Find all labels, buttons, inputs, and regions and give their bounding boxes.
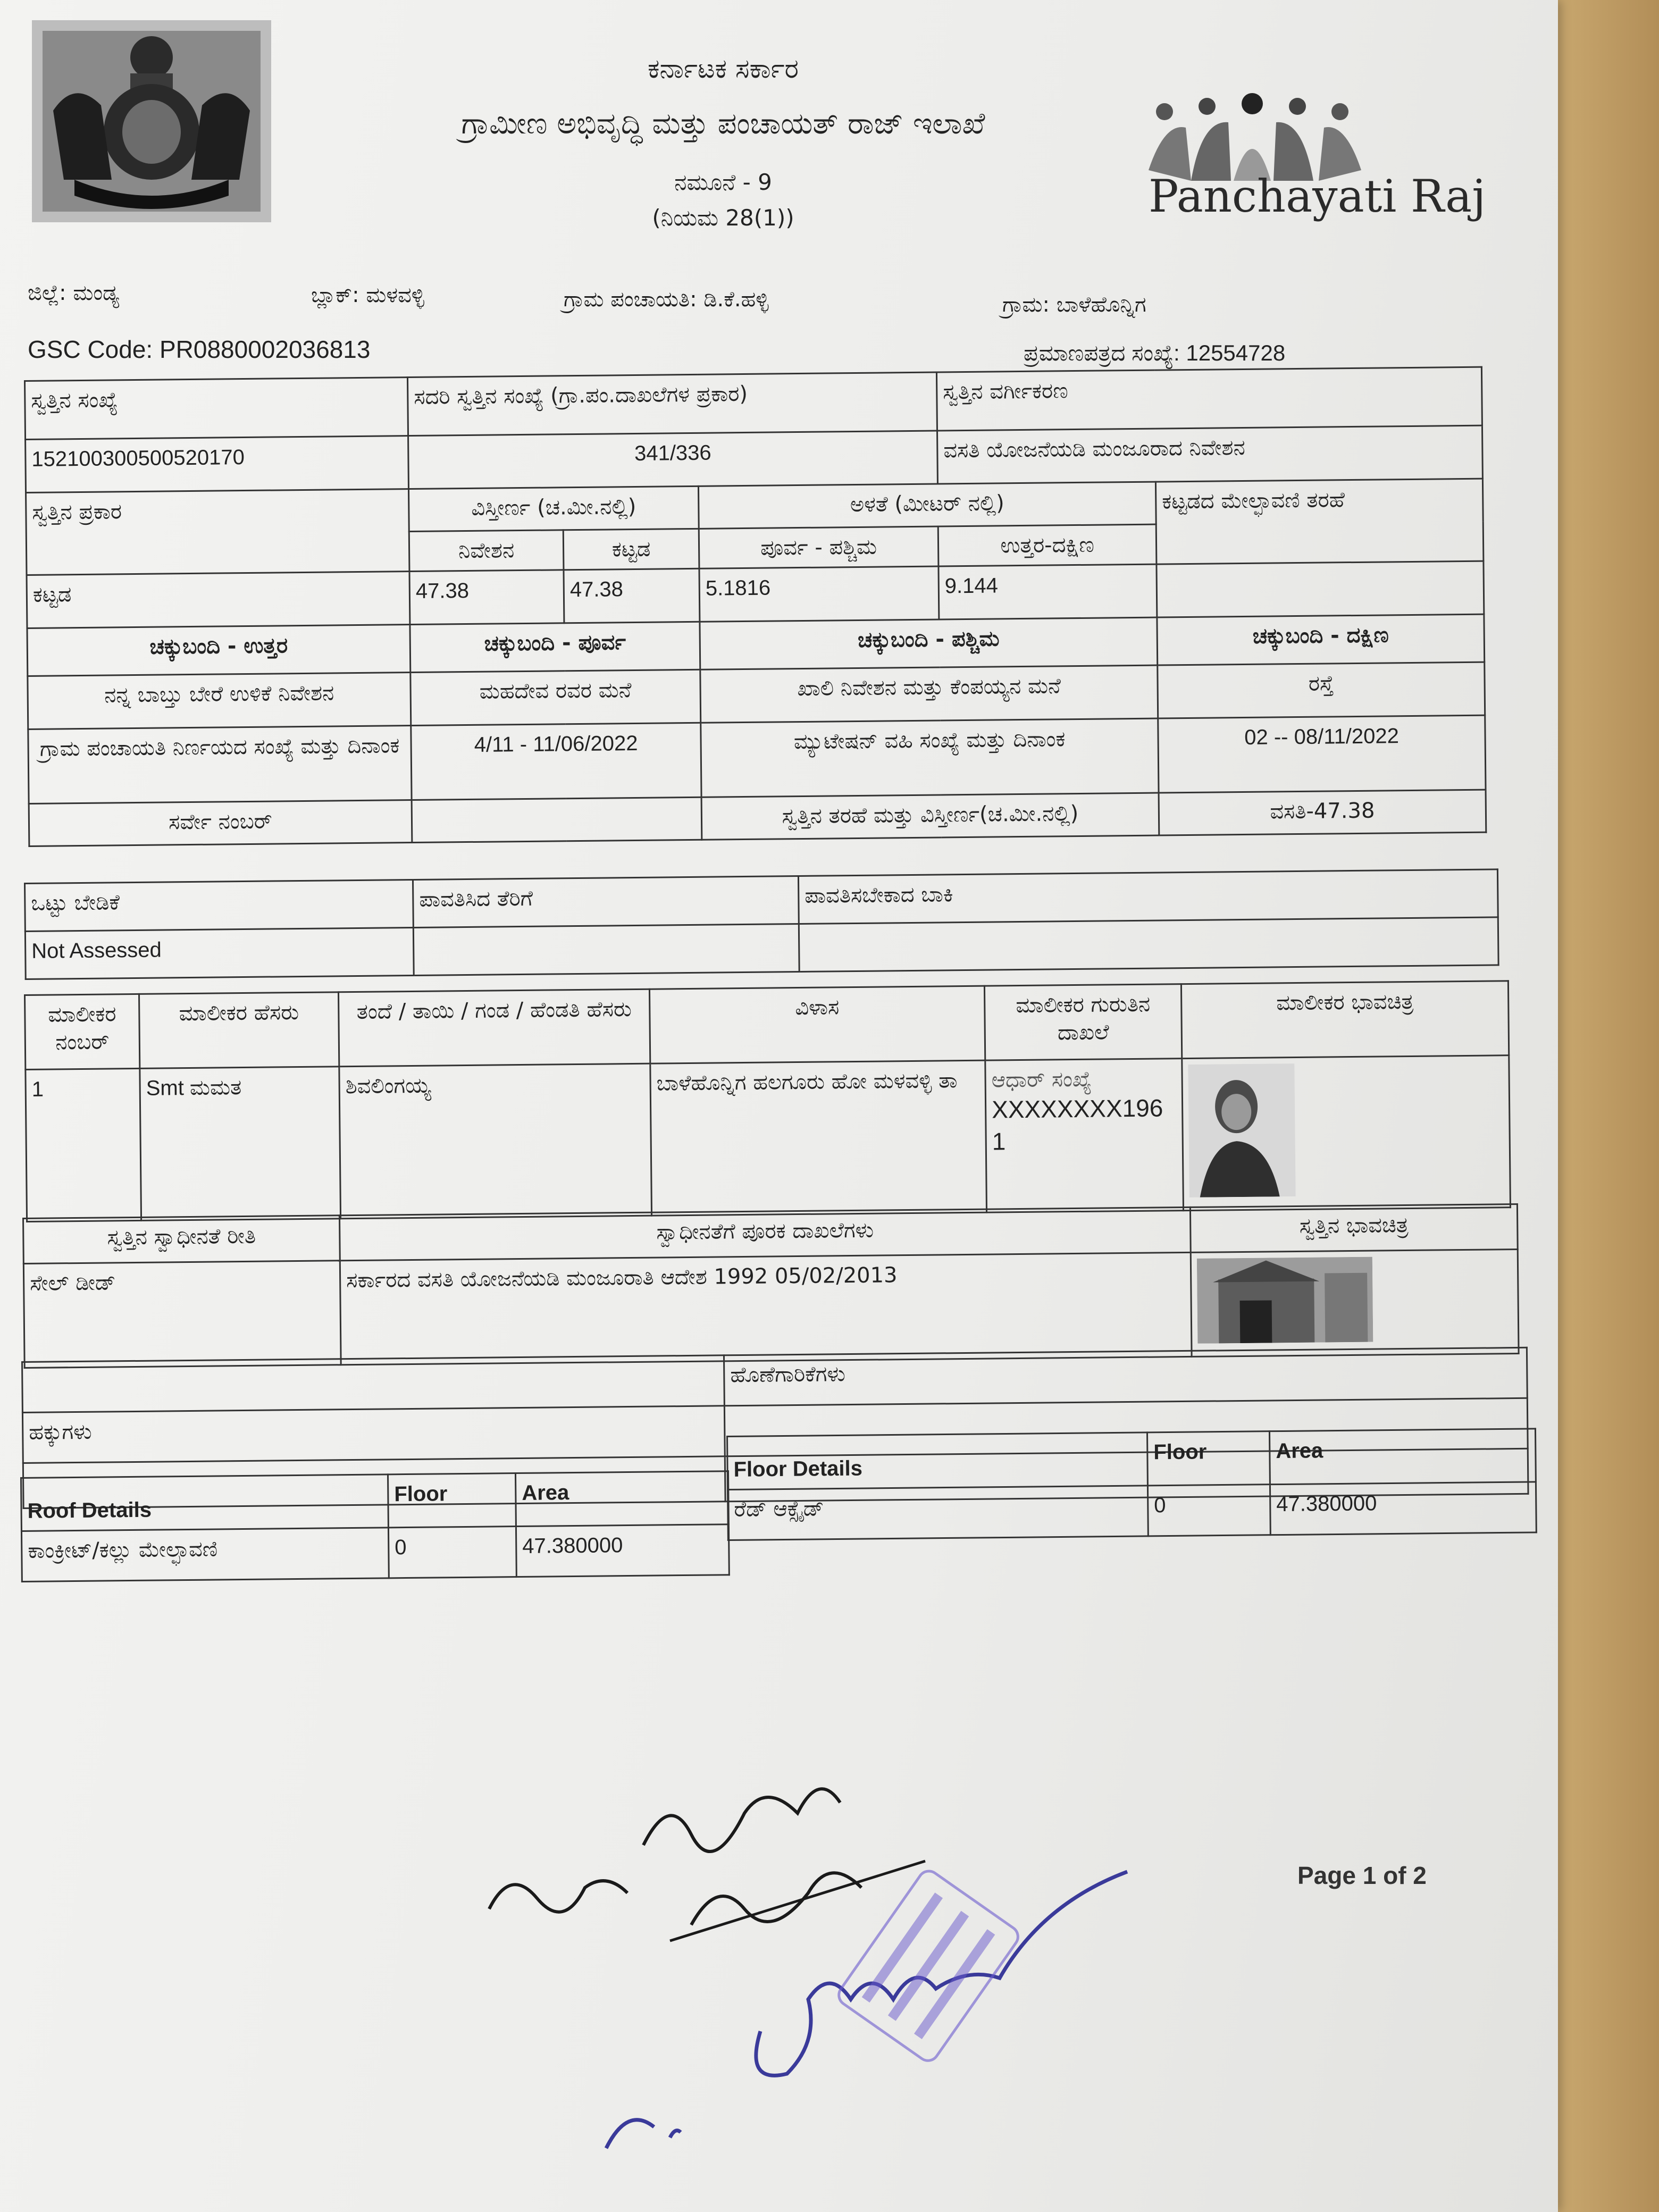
tax-paid-label: ಪಾವತಿಸಿದ ತೆರಿಗೆ: [413, 876, 799, 928]
property-type-label: ಸ್ವತ್ತಿನ ಪ್ರಕಾರ: [26, 489, 409, 575]
property-type-value: ಕಟ್ಟಡ: [27, 572, 410, 629]
property-photo-cell: [1191, 1250, 1519, 1357]
owner-relative-header: ತಂದೆ / ತಾಯಿ / ಗಂಡ / ಹೆಂಡತಿ ಹೆಸರು: [338, 989, 650, 1067]
owner-relative: ಶಿವಲಿಂಗಯ್ಯ: [339, 1063, 652, 1219]
resolution-value: 4/11 - 11/06/2022: [411, 723, 701, 800]
owner-photo-cell: [1182, 1055, 1511, 1211]
owner-number-header: ಮಾಲೀಕರ ನಂಬರ್: [25, 994, 140, 1069]
floor-area-label: Area: [1269, 1429, 1536, 1485]
state-name: ಕರ್ನಾಟಕ ಸರ್ಕಾರ: [648, 53, 799, 84]
survey-number-value: [412, 797, 702, 842]
boundary-west-label: ಚಕ್ಕುಬಂದಿ - ಪಶ್ಚಿಮ: [700, 617, 1158, 669]
tax-table: [24, 868, 1499, 980]
owners-table: [24, 980, 1511, 1222]
owner-number: 1: [26, 1068, 141, 1221]
building-area-value: 47.38: [564, 568, 700, 623]
roof-floor-label: Floor: [388, 1473, 516, 1528]
department-name: ಗ್ರಾಮೀಣ ಅಭಿವೃದ್ಧಿ ಮತ್ತು ಪಂಚಾಯತ್ ರಾಜ್ ಇಲಾಖೆ: [461, 106, 985, 141]
rights-label: ಹಕ್ಕುಗಳು: [22, 1406, 725, 1463]
tax-due-label: ಪಾವತಿಸಬೇಕಾದ ಬಾಕಿ: [798, 869, 1498, 924]
site-label: ನಿವೇಶನ: [409, 530, 564, 572]
ownership-docs-value: ಸರ್ಕಾರದ ವಸತಿ ಯೋಜನೆಯಡಿ ಮಂಜೂರಾತಿ ಆದೇಶ 1992 05/02/2013: [340, 1252, 1192, 1364]
floor-details-title: Floor Details: [727, 1432, 1148, 1490]
gsc-code: GSC Code: PR0880002036813: [28, 336, 371, 363]
floor-floor-value: 0: [1147, 1485, 1270, 1536]
gram-panchayat: ಗ್ರಾಮ ಪಂಚಾಯತಿ: ಡಿ.ಕೆ.ಹಳ್ಳಿ: [564, 287, 769, 312]
officer-signature: [596, 1808, 1154, 2169]
rule-number: (ನಿಯಮ 28(1)): [652, 205, 794, 231]
floor-type: ರೆಡ್ ಆಕ್ಸೈಡ್: [727, 1486, 1148, 1540]
boundary-east-value: ಮಹದೇವ ರವರ ಮನೆ: [410, 669, 701, 725]
building-label: ಕಟ್ಟಡ: [563, 529, 699, 569]
tax-due-value: [799, 917, 1498, 972]
site-area-value: 47.38: [409, 570, 564, 625]
boundary-south-value: ರಸ್ತೆ: [1158, 662, 1485, 718]
owner-photo-header: ಮಾಲೀಕರ ಭಾವಚಿತ್ರ: [1181, 981, 1509, 1059]
survey-number-label: ಸರ್ವೇ ನಂಬರ್: [29, 800, 412, 847]
east-west-value: 5.1816: [699, 566, 939, 622]
mutation-label: ಮ್ಯುಟೇಷನ್ ವಹಿ ಸಂಖ್ಯೆ ಮತ್ತು ದಿನಾಂಕ: [701, 718, 1159, 797]
owner-photo: [1188, 1063, 1295, 1197]
owner-id-cell: [985, 1059, 1184, 1213]
certificate-number: ಪ್ರಮಾಣಪತ್ರದ ಸಂಖ್ಯೆ: 12554728: [1024, 340, 1286, 365]
owner-id-type: ಆಧಾರ್ ಸಂಖ್ಯೆ: [991, 1067, 1092, 1093]
property-photo-label: ಸ್ವತ್ತಿನ ಭಾವಚಿತ್ರ: [1190, 1204, 1518, 1253]
property-id-label: ಸ್ವತ್ತಿನ ಸಂಖ್ಯೆ: [25, 378, 408, 440]
east-west-label: ಪೂರ್ವ - ಪಶ್ಚಿಮ: [699, 526, 939, 568]
owner-id-value: XXXXXXXX1961: [991, 1094, 1163, 1155]
floor-floor-label: Floor: [1147, 1431, 1270, 1486]
boundary-east-label: ಚಕ್ಕುಬಂದಿ - ಪೂರ್ವ: [410, 622, 700, 672]
property-area-label: ಸ್ವತ್ತಿನ ತರಹೆ ಮತ್ತು ವಿಸ್ತೀರ್ಣ(ಚ.ಮೀ.ನಲ್ಲಿ): [701, 793, 1159, 840]
north-south-label: ಉತ್ತರ-ದಕ್ಷಿಣ: [938, 524, 1157, 566]
property-photo: [1197, 1257, 1373, 1344]
roof-floor-value: 0: [388, 1527, 516, 1578]
liabilities-label: ಹೊಣೆಗಾರಿಕೆಗಳು: [724, 1347, 1527, 1405]
ownership-mode-value: ಸೇಲ್ ಡೀಡ್: [23, 1261, 341, 1368]
owner-address-header: ವಿಳಾಸ: [649, 986, 985, 1063]
roof-details-table: [20, 1470, 730, 1582]
tax-paid-value: [413, 924, 799, 976]
property-number-value: 341/336: [408, 431, 938, 489]
property-class-value: ವಸತಿ ಯೋಜನೆಯಡಿ ಮಂಜೂರಾದ ನಿವೇಶನ: [937, 425, 1482, 484]
floor-details-table: [726, 1428, 1537, 1541]
property-table: [24, 366, 1487, 847]
district: ಜಿಲ್ಲೆ: ಮಂಡ್ಯ: [28, 281, 120, 305]
total-demand-label: ಒಟ್ಟು ಬೇಡಿಕೆ: [25, 879, 414, 931]
owner-address: ಬಾಳೆಹೊನ್ನಿಗ ಹಲಗೂರು ಹೋ ಮಳವಳ್ಳಿ ತಾ: [650, 1060, 987, 1216]
north-south-value: 9.144: [939, 564, 1157, 619]
roof-area-label: Area: [515, 1471, 728, 1527]
owner-id-header: ಮಾಲೀಕರ ಗುರುತಿನ ದಾಖಲೆ: [984, 984, 1182, 1061]
ownership-mode-label: ಸ್ವತ್ತಿನ ಸ್ವಾಧೀನತೆ ರೀತಿ: [23, 1216, 340, 1264]
ownership-table: [22, 1203, 1520, 1369]
property-area-value: ವಸತಿ-47.38: [1159, 790, 1486, 835]
roof-type-label: ಕಟ್ಟಡದ ಮೇಲ್ಛಾವಣಿ ತರಹೆ: [1155, 479, 1483, 564]
floor-area-value: 47.380000: [1270, 1482, 1536, 1535]
property-class-label: ಸ್ವತ್ತಿನ ವರ್ಗೀಕರಣ: [936, 367, 1482, 431]
roof-type-value: [1157, 561, 1484, 617]
boundary-north-label: ಚಕ್ಕುಬಂದಿ - ಉತ್ತರ: [27, 625, 410, 676]
roof-details-title: Roof Details: [21, 1474, 389, 1531]
boundary-south-label: ಚಕ್ಕುಬಂದಿ - ದಕ್ಷಿಣ: [1157, 614, 1485, 665]
mutation-value: 02 -- 08/11/2022: [1158, 715, 1486, 793]
boundary-west-value: ಖಾಲಿ ನಿವೇಶನ ಮತ್ತು ಕೆಂಪಯ್ಯನ ಮನೆ: [700, 665, 1158, 723]
resolution-label: ಗ್ರಾಮ ಪಂಚಾಯತಿ ನಿರ್ಣಯದ ಸಂಖ್ಯೆ ಮತ್ತು ದಿನಾಂಕ: [28, 726, 412, 804]
dimensions-label: ಅಳತೆ (ಮೀಟರ್ ನಲ್ಲಿ): [698, 482, 1156, 529]
total-demand-value: Not Assessed: [25, 927, 414, 979]
roof-type: ಕಾಂಕ್ರೀಟ್/ಕಲ್ಲು ಮೇಲ್ಛಾವಣಿ: [21, 1528, 389, 1582]
boundary-north-value: ನನ್ನ ಬಾಬ್ತು ಬೇರೆ ಉಳಿಕೆ ನಿವೇಶನ: [28, 673, 411, 730]
owner-name: Smt ಮಮತ: [140, 1067, 341, 1221]
property-number-label: ಸದರಿ ಸ್ವತ್ತಿನ ಸಂಖ್ಯೆ (ಗ್ರಾ.ಪಂ.ದಾಖಲೆಗಳ ಪ್ರಕಾರ): [407, 372, 937, 436]
panchayati-raj-logo-text: Panchayati Raj: [1149, 170, 1486, 222]
property-id-value: 152100300500520170: [26, 436, 409, 493]
block: ಬ್ಲಾಕ್: ಮಳವಳ್ಳಿ: [311, 283, 425, 307]
table-row: [26, 1055, 1511, 1222]
village: ಗ್ರಾಮ: ಬಾಳೆಹೊನ್ನಿಗ: [1002, 292, 1146, 317]
roof-area-value: 47.380000: [516, 1524, 729, 1577]
form-number: ನಮೂನೆ - 9: [674, 169, 772, 195]
ownership-docs-label: ಸ್ವಾಧೀನತೆಗೆ ಪೂರಕ ದಾಖಲೆಗಳು: [339, 1207, 1191, 1260]
rights-empty-cell: [22, 1355, 725, 1413]
area-label: ವಿಸ್ತೀರ್ಣ (ಚ.ಮೀ.ನಲ್ಲಿ): [408, 486, 699, 531]
page-number: Page 1 of 2: [1297, 1862, 1427, 1889]
owner-name-header: ಮಾಲೀಕರ ಹೆಸರು: [139, 992, 339, 1069]
